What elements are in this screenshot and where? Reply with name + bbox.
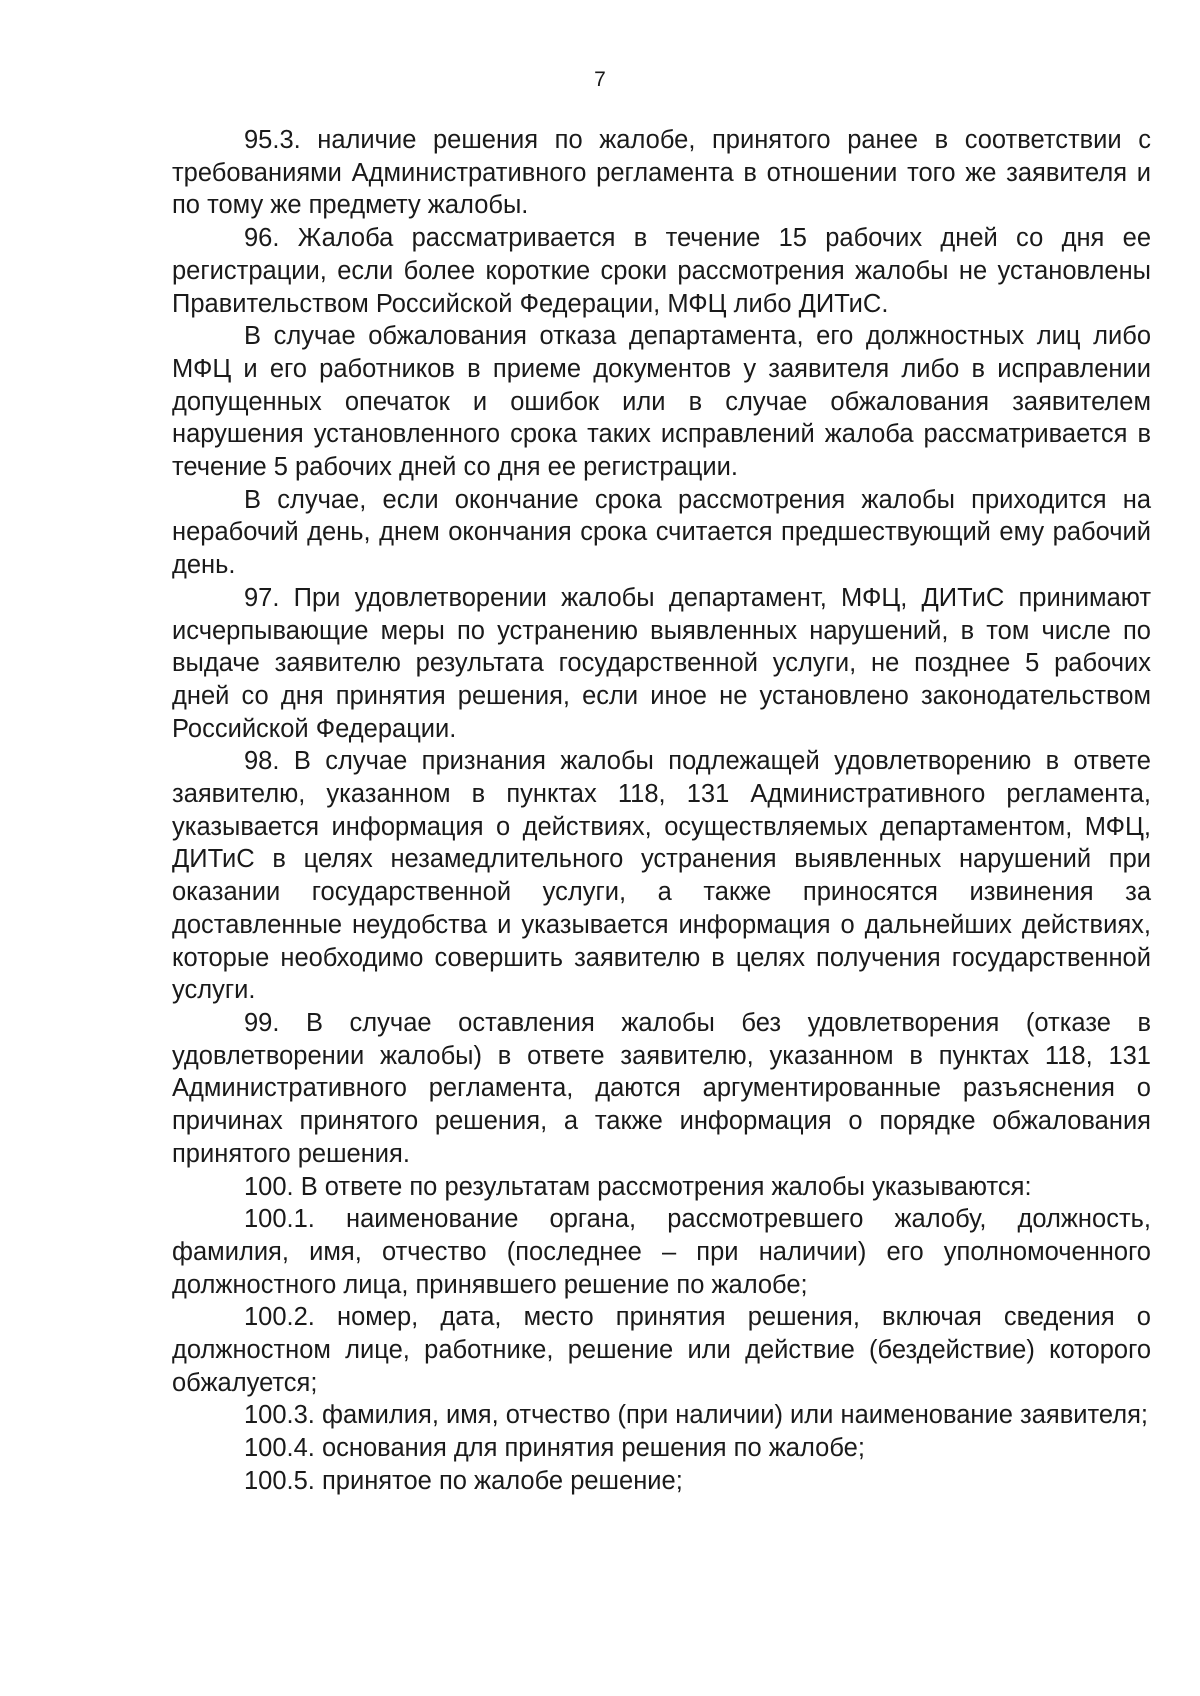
paragraph-100-3: 100.3. фамилия, имя, отчество (при наличии) или наименование заявителя; <box>244 1401 1148 1430</box>
page-number: 7 <box>594 68 606 91</box>
paragraph-98: 98. В случае признания жалобы подлежащей удовлетворению в ответе заявителю, указанном в пунктах 118, 131 Административного регламента, указывается информация о действиях, осуществляемых департаментом, МФЦ, ДИТиС в целях незамедлительного устранения выявленных нарушений при оказании государственной услуги, а также приносятся извинения за доставленные неудобства и указывается информация о дальнейших действиях, которые необходимо совершить заявителю в целях получения государственной услуги. <box>172 747 1151 1005</box>
paragraph-96-appeal-refusal: В случае обжалования отказа департамента, его должностных лиц либо МФЦ и его работников в приеме документов у заявителя либо в исправлении допущенных опечаток и ошибок или в случае обжалования заявителем нарушения установленного срока таких исправлений жалоба рассматривается в течение 5 рабочих дней со дня ее регистрации. <box>172 322 1151 482</box>
paragraph-96-nonworking-day: В случае, если окончание срока рассмотрения жалобы приходится на нерабочий день, днем окончания срока считается предшествующий ему рабочий день. <box>172 485 1151 580</box>
paragraph-100-2: 100.2. номер, дата, место принятия решения, включая сведения о должностном лице, работнике, решение или действие (бездействие) которого обжалуется; <box>172 1303 1151 1397</box>
paragraph-95-3: 95.3. наличие решения по жалобе, принятого ранее в соответствии с требованиями Административного регламента в отношении того же заявителя и по тому же предмету жалобы. <box>172 126 1151 220</box>
paragraph-96: 96. Жалоба рассматривается в течение 15 рабочих дней со дня ее регистрации, если более короткие сроки рассмотрения жалобы не установлены Правительством Российской Федерации, МФЦ либо ДИТиС. <box>172 224 1151 318</box>
paragraph-100-4: 100.4. основания для принятия решения по жалобе; <box>244 1434 865 1463</box>
paragraph-97: 97. При удовлетворении жалобы департамент, МФЦ, ДИТиС принимают исчерпывающие меры по устранению выявленных нарушений, в том числе по выдаче заявителю результата государственной услуги, не позднее 5 рабочих дней со дня принятия решения, если иное не установлено законодательством Российской Федерации. <box>172 583 1151 743</box>
paragraph-100: 100. В ответе по результатам рассмотрения жалобы указываются: <box>244 1172 1032 1201</box>
paragraph-99: 99. В случае оставления жалобы без удовлетворения (отказе в удовлетворении жалобы) в ответе заявителю, указанном в пунктах 118, 131 Административного регламента, даются аргументированные разъяснения о причинах принятого решения, а также информация о порядке обжалования принятого решения. <box>172 1008 1151 1168</box>
paragraph-100-1: 100.1. наименование органа, рассмотревшего жалобу, должность, фамилия, имя, отчество (последнее – при наличии) его уполномоченного должностного лица, принявшего решение по жалобе; <box>172 1205 1151 1299</box>
document-body <box>172 124 1151 1498</box>
paragraph-100-5: 100.5. принятое по жалобе решение; <box>244 1466 683 1495</box>
